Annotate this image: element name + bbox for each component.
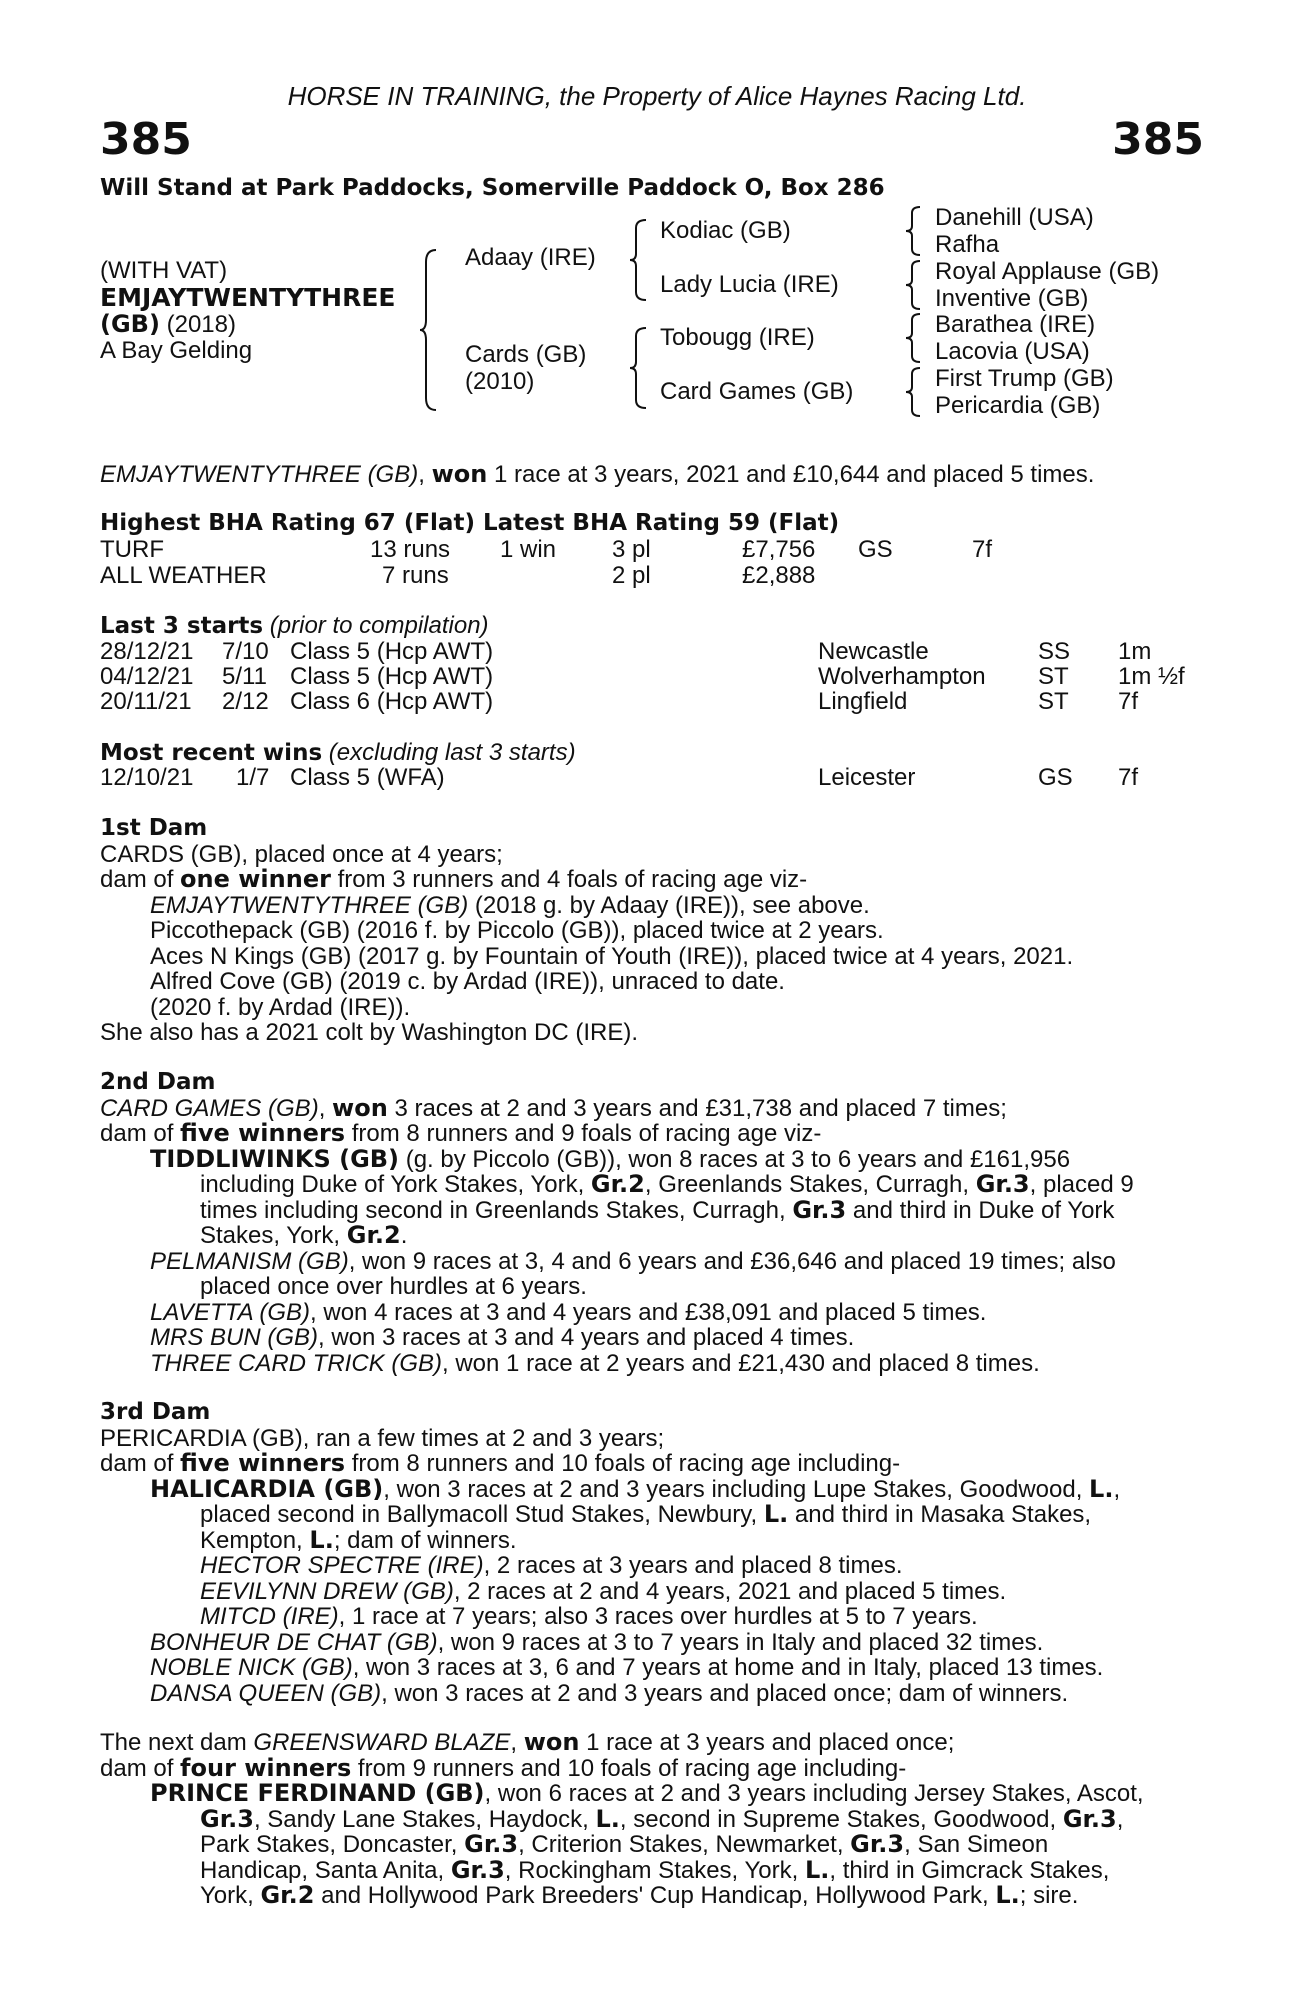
ratings-runs: 13 runs [370, 536, 451, 563]
recent-wins-title: Most recent wins [100, 740, 323, 766]
last-starts-title: Last 3 starts [100, 613, 264, 639]
text: ; dam of winners. [333, 1526, 517, 1554]
text: Handicap, Santa Anita, [200, 1856, 451, 1884]
brace-g2 [906, 259, 924, 311]
grade: L. [763, 1500, 789, 1528]
next-dam-record [100, 1730, 1210, 1756]
progeny-name: EMJAYTWENTYTHREE (GB) [150, 891, 469, 919]
start-position: 7/10 [222, 638, 269, 665]
last-starts-note: (prior to compilation) [263, 612, 489, 639]
progeny-name: MITCD (IRE) [200, 1603, 339, 1630]
text: dam of [100, 1450, 181, 1477]
grade: Gr.3 [975, 1170, 1030, 1198]
progeny-line [100, 1249, 1210, 1275]
progeny-name: LAVETTA (GB) [150, 1298, 311, 1326]
text: , won 4 races at 3 and 4 years and £38,091 and placed 5 times. [310, 1298, 987, 1326]
horse-country: (GB) [100, 310, 160, 338]
text: placed second in Ballymacoll Stud Stakes, Newbury, [200, 1501, 764, 1528]
grade: Gr.3 [792, 1195, 847, 1224]
grandsire-1: Danehill (USA) [935, 204, 1094, 231]
progeny-line [100, 1474, 1210, 1503]
progeny-name: TIDDLIWINKS (GB) [150, 1144, 400, 1173]
dam-name: CARD GAMES (GB) [100, 1094, 319, 1122]
vat-note: (WITH VAT) [100, 257, 228, 284]
progeny-line [100, 1804, 1210, 1833]
start-class: Class 5 (Hcp AWT) [290, 638, 494, 665]
won-label: won [332, 1093, 388, 1122]
text: , won 3 races at 2 and 3 years and placed once; dam of winners. [381, 1679, 1069, 1707]
start-position: 2/12 [222, 688, 269, 715]
progeny-line [100, 1604, 1210, 1630]
won-label: won [523, 1728, 580, 1756]
start-distance: 1m ½f [1118, 663, 1185, 690]
grandsire-2: Royal Applause (GB) [935, 258, 1160, 285]
progeny-line [100, 1351, 1210, 1377]
text: , placed 9 [1029, 1171, 1134, 1198]
start-going: SS [1038, 638, 1071, 665]
ratings-heading: Highest BHA Rating 67 (Flat) Latest BHA Rating 59 (Flat) [100, 510, 840, 536]
dam-name: GREENSWARD BLAZE [253, 1729, 511, 1756]
progeny-line [100, 1655, 1210, 1681]
start-class: Class 6 (Hcp AWT) [290, 688, 494, 715]
text: from 3 runners and 4 foals of racing age viz- [330, 866, 808, 893]
progeny-line [100, 1195, 1210, 1224]
next-dam-section [100, 1730, 1210, 1909]
win-class: Class 5 (WFA) [290, 764, 445, 791]
granddam-4: Pericardia (GB) [935, 392, 1101, 419]
granddam-1: Rafha [935, 231, 1000, 258]
progeny-line: (2020 f. by Ardad (IRE)). [150, 993, 411, 1021]
text: The next dam [100, 1729, 254, 1756]
win-course: Leicester [818, 764, 916, 791]
ratings-wins: 1 win [500, 536, 557, 563]
progeny-line [100, 1553, 1210, 1579]
text: dam of [100, 1754, 181, 1782]
grade: L. [995, 1881, 1020, 1909]
text: , 2 races at 2 and 4 years, 2021 and placed 5 times. [453, 1577, 1007, 1605]
dam-year: (2010) [465, 368, 535, 395]
ratings-distance: 7f [972, 536, 993, 563]
horse-description: A Bay Gelding [100, 337, 253, 364]
start-position: 5/11 [222, 663, 267, 690]
grade: Gr.3 [200, 1804, 254, 1833]
second-dam-heading: 2nd Dam [100, 1069, 216, 1095]
text: Kempton, [200, 1526, 310, 1554]
grade: Gr.3 [464, 1830, 519, 1858]
first-dam-record: CARDS (GB), placed once at 4 years; [100, 840, 503, 868]
ratings-placed: 2 pl [612, 562, 651, 589]
ratings-prize: £2,888 [742, 562, 816, 589]
text: , [510, 1729, 524, 1756]
text: from 8 runners and 10 foals of racing age including- [345, 1450, 901, 1477]
ratings-going: GS [858, 536, 893, 563]
start-course: Lingfield [818, 688, 908, 715]
progeny-line [100, 1630, 1210, 1656]
start-course: Newcastle [818, 638, 929, 665]
start-class: Class 5 (Hcp AWT) [290, 663, 494, 690]
progeny-line [100, 1525, 1210, 1554]
first-dam-note: She also has a 2021 colt by Washington DC (IRE). [100, 1019, 639, 1046]
second-dam-produce [100, 1121, 1210, 1147]
summary-text: 1 race at 3 years, 2021 and £10,644 and placed 5 times. [487, 461, 1095, 488]
last-starts-heading [100, 613, 489, 640]
winner-count: one winner [180, 865, 331, 893]
text: , won 9 races at 3, 4 and 6 years and £36,646 and placed 19 times; also [348, 1247, 1116, 1275]
text: dam of [100, 1120, 181, 1147]
text: , Sandy Lane Stakes, Haydock, [253, 1805, 596, 1833]
text: 1 race at 3 years and placed once; [579, 1729, 955, 1756]
dam-name: Cards (GB) [465, 341, 587, 368]
text: (2018 g. by Adaay (IRE)), see above. [468, 891, 870, 919]
recent-wins-heading [100, 740, 576, 767]
first-dam-produce [100, 867, 1210, 893]
lot-number-right: 385 [1112, 114, 1204, 165]
grade: L. [1089, 1474, 1114, 1503]
text: , won 3 races at 3, 6 and 7 years at home and in Italy, placed 13 times. [352, 1654, 1104, 1681]
text: , second in Supreme Stakes, Goodwood, [619, 1805, 1063, 1833]
third-dam-heading: 3rd Dam [100, 1399, 211, 1425]
progeny-line: Aces N Kings (GB) (2017 g. by Fountain of Youth (IRE)), placed twice at 4 years, 2021. [150, 942, 1074, 970]
progeny-name: DANSA QUEEN (GB) [150, 1679, 382, 1707]
brace-g3 [906, 312, 924, 364]
text: Park Stakes, Doncaster, [200, 1831, 465, 1858]
start-course: Wolverhampton [818, 663, 986, 690]
second-dam-record [100, 1093, 1210, 1122]
progeny-line [100, 1172, 1210, 1198]
progeny-line [100, 1300, 1210, 1326]
progeny-name: NOBLE NICK (GB) [150, 1654, 353, 1681]
start-date: 20/11/21 [100, 688, 192, 715]
text: . [400, 1222, 408, 1249]
progeny-line [100, 1832, 1210, 1858]
grandsire-4: First Trump (GB) [935, 365, 1114, 392]
text: , won 6 races at 2 and 3 years including Jersey Stakes, Ascot, [484, 1780, 1144, 1807]
progeny-line [100, 1502, 1210, 1528]
progeny-line [100, 1855, 1210, 1884]
progeny-line [100, 893, 1210, 919]
grade: Gr.2 [590, 1170, 645, 1198]
grade: Gr.2 [346, 1221, 401, 1249]
brace-sire [630, 218, 650, 302]
progeny-name: BONHEUR DE CHAT (GB) [150, 1628, 438, 1656]
text: (g. by Piccolo (GB)), won 8 races at 3 to 6 years and £161,956 [399, 1145, 1071, 1173]
winner-count: four winners [180, 1753, 352, 1782]
win-date: 12/10/21 [100, 764, 194, 791]
progeny-line [100, 1781, 1210, 1807]
ratings-surface: TURF [100, 536, 164, 563]
grandsire-3: Barathea (IRE) [935, 311, 1096, 338]
win-distance: 7f [1118, 764, 1139, 791]
dam-dam: Card Games (GB) [660, 378, 854, 405]
winner-count: five winners [180, 1119, 346, 1147]
first-dam-section [100, 816, 1210, 1046]
lot-number-left: 385 [100, 114, 192, 165]
text: , 2 races at 3 years and placed 8 times. [483, 1552, 903, 1579]
grade: L. [595, 1804, 620, 1833]
win-going: GS [1038, 764, 1073, 791]
progeny-name: EEVILYNN DREW (GB) [200, 1577, 454, 1605]
sire-dam: Lady Lucia (IRE) [660, 271, 839, 298]
horse-country-year [100, 312, 236, 338]
text: and third in Masaka Stakes, [788, 1501, 1092, 1528]
brace-g4 [906, 366, 924, 418]
text: , [318, 1094, 333, 1122]
progeny-line [100, 1681, 1210, 1707]
text: dam of [100, 866, 181, 893]
granddam-2: Inventive (GB) [935, 285, 1089, 312]
third-dam-record: PERICARDIA (GB), ran a few times at 2 and 3 years; [100, 1424, 665, 1452]
grade: Gr.3 [850, 1830, 905, 1858]
first-dam-heading: 1st Dam [100, 815, 208, 841]
dam-sire: Tobougg (IRE) [660, 324, 815, 351]
text: , [1113, 1475, 1121, 1503]
text: , San Simeon [904, 1831, 1049, 1858]
progeny-line [100, 1144, 1210, 1173]
summary-won: won [431, 460, 488, 488]
start-date: 28/12/21 [100, 638, 194, 665]
progeny-line: Alfred Cove (GB) (2019 c. by Ardad (IRE)), unraced to date. [150, 968, 785, 995]
progeny-line: placed once over hurdles at 6 years. [200, 1273, 587, 1300]
third-dam-produce [100, 1451, 1210, 1477]
text: and third in Duke of York [846, 1196, 1115, 1224]
text: York, [200, 1882, 261, 1909]
progeny-line [100, 1223, 1210, 1249]
start-going: ST [1038, 688, 1069, 715]
text: , Greenlands Stakes, Curragh, [644, 1171, 976, 1198]
text: , won 3 races at 3 and 4 years and placed 4 times. [318, 1324, 855, 1351]
grade: Gr.2 [260, 1881, 315, 1909]
granddam-3: Lacovia (USA) [935, 338, 1090, 365]
text: , Rockingham Stakes, York, [504, 1856, 805, 1884]
progeny-name: THREE CARD TRICK (GB) [150, 1349, 443, 1377]
progeny-line: Piccothepack (GB) (2016 f. by Piccolo (GB)), placed twice at 2 years. [150, 917, 884, 944]
sire-name: Adaay (IRE) [465, 244, 596, 271]
progeny-name: MRS BUN (GB) [150, 1324, 318, 1351]
text: , won 1 race at 2 years and £21,430 and placed 8 times. [442, 1349, 1040, 1377]
recent-wins-note: (excluding last 3 starts) [322, 739, 576, 766]
third-dam-section [100, 1400, 1210, 1706]
win-position: 1/7 [236, 764, 270, 791]
brace-dam [630, 326, 650, 410]
horse-name-line [100, 285, 395, 312]
text: ; sire. [1019, 1882, 1079, 1909]
stabling-location: Will Stand at Park Paddocks, Somerville Paddock O, Box 286 [100, 175, 885, 201]
text: , 1 race at 7 years; also 3 races over hurdles at 5 to 7 years. [338, 1603, 978, 1630]
progeny-name: PELMANISM (GB) [150, 1247, 349, 1275]
horse-year: (2018) [159, 311, 236, 338]
start-distance: 7f [1118, 688, 1139, 715]
start-going: ST [1038, 663, 1069, 690]
grade: Gr.3 [1062, 1804, 1117, 1833]
text: , won 9 races at 3 to 7 years in Italy and placed 32 times. [437, 1628, 1044, 1656]
progeny-line [100, 1325, 1210, 1351]
ratings-placed: 3 pl [612, 536, 651, 563]
text: Stakes, York, [200, 1222, 347, 1249]
brace-main [420, 248, 440, 412]
race-summary: EMJAYTWENTYTHREE (GB), won 1 race at 3 years, 2021 and £10,644 and placed 5 times. [100, 460, 1095, 488]
text: 3 races at 2 and 3 years and £31,738 and placed 7 times; [387, 1094, 1007, 1122]
next-dam-produce [100, 1753, 1210, 1782]
summary-horse-name: EMJAYTWENTYTHREE (GB) [100, 461, 419, 488]
progeny-name: PRINCE FERDINAND (GB) [150, 1779, 485, 1807]
progeny-name: HALICARDIA (GB) [150, 1474, 384, 1503]
second-dam-section [100, 1070, 1210, 1376]
horse-name: EMJAYTWENTYTHREE [100, 283, 396, 312]
text: and Hollywood Park Breeders' Cup Handicap, Hollywood Park, [314, 1882, 996, 1909]
catalogue-title: HORSE IN TRAINING, the Property of Alice Haynes Racing Ltd. [287, 81, 1027, 111]
text: including Duke of York Stakes, York, [200, 1171, 591, 1198]
progeny-line [100, 1579, 1210, 1605]
ratings-prize: £7,756 [742, 536, 816, 563]
start-date: 04/12/21 [100, 663, 194, 690]
grade: L. [309, 1525, 334, 1554]
progeny-line [100, 1883, 1210, 1909]
grade: Gr.3 [450, 1855, 505, 1884]
text: from 9 runners and 10 foals of racing age including- [351, 1754, 907, 1782]
progeny-name: HECTOR SPECTRE (IRE) [200, 1552, 484, 1579]
winner-count: five winners [180, 1449, 346, 1477]
ratings-runs: 7 runs [382, 562, 449, 589]
text: , third in Gimcrack Stakes, [829, 1856, 1110, 1884]
grade: L. [804, 1855, 830, 1884]
text: , Criterion Stakes, Newmarket, [518, 1831, 851, 1858]
brace-g1 [906, 205, 924, 257]
ratings-surface: ALL WEATHER [100, 562, 267, 589]
text: times including second in Greenlands Stakes, Curragh, [200, 1196, 793, 1224]
text: from 8 runners and 9 foals of racing age viz- [345, 1120, 822, 1147]
start-distance: 1m [1118, 638, 1152, 665]
text: , [1116, 1805, 1124, 1833]
sire-sire: Kodiac (GB) [660, 217, 791, 244]
text: , won 3 races at 2 and 3 years including Lupe Stakes, Goodwood, [383, 1475, 1090, 1503]
